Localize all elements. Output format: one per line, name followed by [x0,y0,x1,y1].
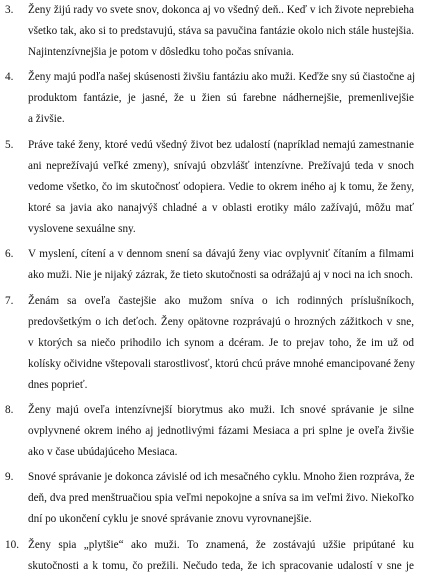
text-line: a živšie. [28,113,65,126]
item-text [28,400,414,463]
item-number: 6. [5,248,14,261]
text-line: všetko tak, ako si to predstavujú, stáva sa pavučina fantázie okolo nich stále hustejšia. [28,25,414,37]
text-line: skutočnosti a k tomu, čo prežili. Nečudo teda, že ich spracovanie udalostí v sne je [28,559,414,572]
list-item-3 [0,0,424,63]
item-text [28,291,414,396]
list-item-7 [0,291,424,396]
list-item-5 [0,135,424,240]
text-line: vyslovene sexuálne sny. [28,222,136,235]
text-line: produktom fantázie, je jasné, že u žien sú farebne nádhernejšie, premenlivejšie [28,92,414,105]
text-line: predovšetkým o ich deťoch. Ženy opätovne rozprávajú o hrozných zážitkoch v sne, [28,315,414,328]
list-item-9 [0,467,424,530]
text-line: vedome všetko, čo im skutočnosť odopiera. Vedie to okrem iného aj k tomu, že ženy, [28,180,414,193]
item-text [28,244,414,286]
text-line: ako muži. Nie je nijaký zázrak, že tieto skutočnosti sa odrážajú aj v noci na ich snoch. [28,269,413,282]
list-item-4 [0,67,424,130]
item-text [28,535,414,577]
item-text [28,67,414,130]
text-line: Ženy majú oveľa intenzívnejší biorytmus ako muži. Ich snové správanie je silne [28,403,414,416]
text-line: dní po ukončení cyklu je snové správanie znovu vyrovnanejšie. [28,513,312,526]
item-number: 3. [5,4,14,16]
list-item-8 [0,400,424,463]
text-line: Ženy žijú rady vo svete snov, dokonca aj vo všedný deň.. Keď v ich živote neprebieha [28,4,414,16]
text-line: Ženy spia „plytšie“ ako muži. To znamená, že zostávajú užšie pripútané ku [28,538,414,551]
list-item-10 [0,535,424,577]
text-line: V myslení, cítení a v dennom snení sa dávajú ženy viac ovplyvniť čítaním a filmami [28,248,414,261]
text-line: ani neprežívajú veľké zmeny), snívajú obzvlášť intenzívne. Prežívajú teda v snoch [28,159,414,172]
text-line: Snové správanie je dokonca závislé od ich mesačného cyklu. Mnoho žien rozpráva, že [28,471,415,484]
text-line: dnes poprieť. [28,378,88,391]
text-line: Najintenzívnejšia je potom v dôsledku toho počas snívania. [28,46,294,58]
text-line: Ženám sa oveľa častejšie ako mužom sníva o ich rodinných príslušníkoch, [28,294,414,307]
item-number: 4. [5,71,14,84]
item-number: 9. [5,471,14,484]
text-line: v ktorých sa niečo prihodilo ich synom a dcéram. Je to prejav toho, že im už od [28,336,414,349]
text-line: ako v čase ubúdajúceho Mesiaca. [28,445,178,458]
text-line: ktoré sa javia ako nanajvýš chladné a v oblasti erotiky málo zažívajú, môžu mať [28,201,414,214]
text-line: kolísky očividne vštepovali starostlivosť, ktorú chcú práve mnohé emancipované ženy [28,357,415,370]
text-line: Práve také ženy, ktoré vedú všedný život bez udalostí (napríklad nemajú zamestnanie [28,138,414,151]
text-line: Ženy majú podľa našej skúsenosti živšiu fantáziu ako muži. Keďže sny sú čiastočne aj [28,71,416,84]
text-line: ovplyvnené okrem iného aj jednotlivými fázami Mesiaca a pri splne je oveľa živšie [28,424,414,437]
item-text [28,135,414,240]
list-item-6 [0,244,424,286]
item-number: 7. [5,294,14,307]
item-number: 8. [5,403,14,416]
item-text [28,0,414,63]
item-number: 10. [5,538,19,551]
item-text [28,467,414,530]
item-number: 5. [5,138,14,151]
text-line: deň, dva pred menštruačiou spia veľmi nepokojne a sníva sa im veľmi živo. Niekoľko [28,492,414,505]
